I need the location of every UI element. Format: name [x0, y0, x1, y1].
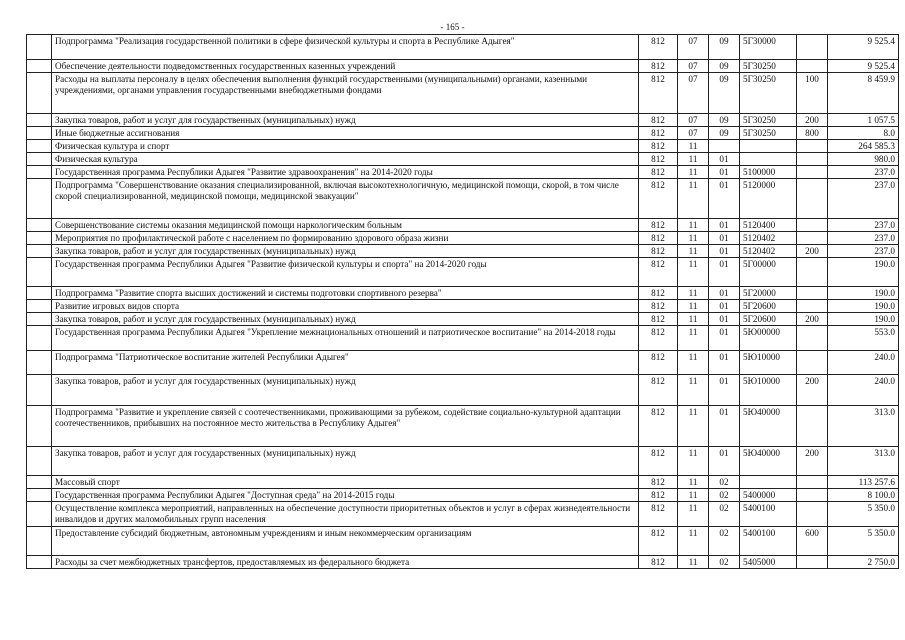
table-row: [27, 245, 899, 258]
row-section-code: 11: [678, 166, 709, 179]
row-name: Подпрограмма "Развитие спорта высших достижений и системы подготовки спортивного резерва": [52, 287, 639, 300]
row-grbs-code: 812: [639, 502, 678, 527]
row-target-article: 5400100: [740, 502, 797, 527]
row-blank-cell: [27, 476, 52, 489]
row-target-article: 5Ю10000: [740, 375, 797, 406]
table-row: [27, 166, 899, 179]
row-name: Подпрограмма "Патриотическое воспитание жителей Республики Адыгея": [52, 351, 639, 375]
row-target-article: 5120402: [740, 232, 797, 245]
row-blank-cell: [27, 502, 52, 527]
row-name: Мероприятия по профилактической работе с населением по формированию здорового образа жизни: [52, 232, 639, 245]
row-blank-cell: [27, 60, 52, 73]
row-grbs-code: 812: [639, 127, 678, 140]
row-name: Физическая культура: [52, 153, 639, 166]
row-expense-type: [797, 179, 828, 219]
budget-table: [26, 34, 899, 569]
row-amount: 190.0: [828, 300, 899, 313]
row-target-article: 5400000: [740, 489, 797, 502]
row-target-article: [740, 476, 797, 489]
row-name: Подпрограмма "Реализация государственной политики в сфере физической культуры и спорта в Республике Адыгея": [52, 35, 639, 60]
row-expense-type: [797, 287, 828, 300]
table-row: [27, 300, 899, 313]
table-row: [27, 60, 899, 73]
row-name: Расходы на выплаты персоналу в целях обеспечения выполнения функций государственными (муниципальными) органами, казенными учреждениями, органами управления государственными внебюджетными фондами: [52, 73, 639, 114]
row-name: Закупка товаров, работ и услуг для государственных (муниципальных) нужд: [52, 447, 639, 476]
row-target-article: 5400100: [740, 527, 797, 556]
row-expense-type: [797, 406, 828, 447]
row-target-article: 5Ю00000: [740, 326, 797, 351]
row-section-code: 11: [678, 258, 709, 287]
row-amount: 8 459.9: [828, 73, 899, 114]
row-grbs-code: 812: [639, 375, 678, 406]
row-section-code: 11: [678, 300, 709, 313]
row-target-article: 5Г30000: [740, 35, 797, 60]
row-blank-cell: [27, 326, 52, 351]
table-row: [27, 502, 899, 527]
row-section-code: 11: [678, 179, 709, 219]
row-target-article: 5Ю40000: [740, 447, 797, 476]
row-grbs-code: 812: [639, 476, 678, 489]
table-row: [27, 375, 899, 406]
row-expense-type: 100: [797, 73, 828, 114]
row-amount: 240.0: [828, 351, 899, 375]
row-expense-type: 200: [797, 114, 828, 127]
table-row: [27, 127, 899, 140]
row-blank-cell: [27, 245, 52, 258]
row-expense-type: [797, 166, 828, 179]
row-subsection-code: 01: [709, 287, 740, 300]
row-expense-type: 200: [797, 447, 828, 476]
row-expense-type: [797, 60, 828, 73]
row-grbs-code: 812: [639, 232, 678, 245]
row-section-code: 11: [678, 527, 709, 556]
row-amount: 1 057.5: [828, 114, 899, 127]
row-amount: 5 350.0: [828, 527, 899, 556]
row-grbs-code: 812: [639, 300, 678, 313]
table-row: [27, 232, 899, 245]
row-subsection-code: 02: [709, 502, 740, 527]
row-grbs-code: 812: [639, 245, 678, 258]
row-subsection-code: 01: [709, 153, 740, 166]
row-expense-type: [797, 502, 828, 527]
row-target-article: 5100000: [740, 166, 797, 179]
row-amount: 190.0: [828, 258, 899, 287]
row-expense-type: [797, 258, 828, 287]
row-grbs-code: 812: [639, 114, 678, 127]
row-grbs-code: 812: [639, 326, 678, 351]
row-blank-cell: [27, 219, 52, 232]
row-subsection-code: 02: [709, 476, 740, 489]
row-grbs-code: 812: [639, 447, 678, 476]
row-name: Государственная программа Республики Адыгея "Развитие здравоохранения" на 2014-2020 годы: [52, 166, 639, 179]
row-blank-cell: [27, 35, 52, 60]
row-amount: 553.0: [828, 326, 899, 351]
row-expense-type: [797, 556, 828, 569]
row-blank-cell: [27, 232, 52, 245]
row-section-code: 11: [678, 406, 709, 447]
row-expense-type: [797, 351, 828, 375]
row-grbs-code: 812: [639, 351, 678, 375]
row-section-code: 11: [678, 476, 709, 489]
row-target-article: 5405000: [740, 556, 797, 569]
row-subsection-code: 01: [709, 447, 740, 476]
row-name: Закупка товаров, работ и услуг для государственных (муниципальных) нужд: [52, 245, 639, 258]
row-target-article: 5Ю10000: [740, 351, 797, 375]
row-grbs-code: 812: [639, 313, 678, 326]
row-expense-type: [797, 300, 828, 313]
row-expense-type: [797, 35, 828, 60]
row-blank-cell: [27, 489, 52, 502]
row-grbs-code: 812: [639, 489, 678, 502]
row-subsection-code: [709, 140, 740, 153]
row-amount: 237.0: [828, 245, 899, 258]
row-subsection-code: 01: [709, 351, 740, 375]
row-target-article: 5Г30250: [740, 73, 797, 114]
row-section-code: 11: [678, 153, 709, 166]
row-section-code: 07: [678, 114, 709, 127]
table-row: [27, 476, 899, 489]
row-amount: 237.0: [828, 179, 899, 219]
row-subsection-code: 01: [709, 219, 740, 232]
row-blank-cell: [27, 179, 52, 219]
table-row: [27, 527, 899, 556]
row-grbs-code: 812: [639, 140, 678, 153]
row-grbs-code: 812: [639, 35, 678, 60]
row-amount: 5 350.0: [828, 502, 899, 527]
table-row: [27, 556, 899, 569]
row-grbs-code: 812: [639, 287, 678, 300]
row-blank-cell: [27, 447, 52, 476]
row-target-article: 5120000: [740, 179, 797, 219]
table-row: [27, 219, 899, 232]
row-subsection-code: 01: [709, 179, 740, 219]
row-grbs-code: 812: [639, 153, 678, 166]
row-expense-type: 200: [797, 245, 828, 258]
table-row: [27, 406, 899, 447]
row-expense-type: 200: [797, 375, 828, 406]
row-blank-cell: [27, 127, 52, 140]
row-section-code: 11: [678, 326, 709, 351]
row-section-code: 11: [678, 219, 709, 232]
row-name: Подпрограмма "Развитие и укрепление связей с соотечественниками, проживающими за рубежом, содействие социально-культурной адаптации соотечественников, прибывших на постоянное место жительства в Республику Адыгея": [52, 406, 639, 447]
row-name: Обеспечение деятельности подведомственных государственных казенных учреждений: [52, 60, 639, 73]
row-blank-cell: [27, 140, 52, 153]
row-subsection-code: 01: [709, 313, 740, 326]
row-target-article: 5120402: [740, 245, 797, 258]
row-section-code: 11: [678, 375, 709, 406]
row-subsection-code: 01: [709, 232, 740, 245]
table-row: [27, 489, 899, 502]
row-subsection-code: 02: [709, 489, 740, 502]
row-subsection-code: 02: [709, 527, 740, 556]
row-section-code: 11: [678, 447, 709, 476]
row-amount: 313.0: [828, 406, 899, 447]
row-amount: 8 100.0: [828, 489, 899, 502]
row-amount: 237.0: [828, 232, 899, 245]
row-amount: 240.0: [828, 375, 899, 406]
table-row: [27, 313, 899, 326]
row-grbs-code: 812: [639, 60, 678, 73]
row-subsection-code: 01: [709, 406, 740, 447]
table-row: [27, 140, 899, 153]
table-row: [27, 326, 899, 351]
row-grbs-code: 812: [639, 258, 678, 287]
row-section-code: 07: [678, 60, 709, 73]
row-blank-cell: [27, 166, 52, 179]
row-section-code: 11: [678, 489, 709, 502]
row-subsection-code: 01: [709, 166, 740, 179]
table-row: [27, 258, 899, 287]
row-name: Совершенствование системы оказания медицинской помощи наркологическим больным: [52, 219, 639, 232]
row-subsection-code: 01: [709, 245, 740, 258]
row-name: Государственная программа Республики Адыгея "Развитие физической культуры и спорта" на 2014-2020 годы: [52, 258, 639, 287]
row-name: Государственная программа Республики Адыгея "Укрепление межнациональных отношений и патриотическое воспитание" на 2014-2018 годы: [52, 326, 639, 351]
row-grbs-code: 812: [639, 166, 678, 179]
row-target-article: 5Г00000: [740, 258, 797, 287]
row-name: Закупка товаров, работ и услуг для государственных (муниципальных) нужд: [52, 114, 639, 127]
row-target-article: 5Г30250: [740, 60, 797, 73]
row-blank-cell: [27, 406, 52, 447]
table-row: [27, 447, 899, 476]
table-row: [27, 179, 899, 219]
row-section-code: 11: [678, 140, 709, 153]
row-expense-type: [797, 219, 828, 232]
row-amount: 237.0: [828, 166, 899, 179]
row-name: Иные бюджетные ассигнования: [52, 127, 639, 140]
row-name: Осуществление комплекса мероприятий, направленных на обеспечение доступности приоритетных объектов и услуг в сферах жизнедеятельности инвалидов и других маломобильных групп населения: [52, 502, 639, 527]
table-row: [27, 351, 899, 375]
row-subsection-code: 02: [709, 556, 740, 569]
row-section-code: 07: [678, 127, 709, 140]
row-amount: 9 525.4: [828, 60, 899, 73]
row-grbs-code: 812: [639, 179, 678, 219]
row-subsection-code: 01: [709, 300, 740, 313]
row-section-code: 11: [678, 313, 709, 326]
row-name: Расходы за счет межбюджетных трансфертов, предоставляемых из федерального бюджета: [52, 556, 639, 569]
row-subsection-code: 01: [709, 326, 740, 351]
row-amount: 190.0: [828, 287, 899, 300]
row-amount: 113 257.6: [828, 476, 899, 489]
row-section-code: 11: [678, 245, 709, 258]
row-name: Государственная программа Республики Адыгея "Доступная среда" на 2014-2015 годы: [52, 489, 639, 502]
table-row: [27, 35, 899, 60]
row-blank-cell: [27, 556, 52, 569]
row-subsection-code: 09: [709, 73, 740, 114]
row-amount: 190.0: [828, 313, 899, 326]
row-subsection-code: 09: [709, 114, 740, 127]
row-blank-cell: [27, 527, 52, 556]
row-section-code: 11: [678, 502, 709, 527]
row-target-article: 5Г30250: [740, 114, 797, 127]
row-expense-type: 800: [797, 127, 828, 140]
row-target-article: 5Г30250: [740, 127, 797, 140]
row-grbs-code: 812: [639, 73, 678, 114]
row-name: Развитие игровых видов спорта: [52, 300, 639, 313]
row-name: Предоставление субсидий бюджетным, автономным учреждениям и иным некоммерческим организациям: [52, 527, 639, 556]
row-expense-type: [797, 153, 828, 166]
row-amount: 980.0: [828, 153, 899, 166]
row-name: Массовый спорт: [52, 476, 639, 489]
row-blank-cell: [27, 287, 52, 300]
row-target-article: 5Ю40000: [740, 406, 797, 447]
page-number: - 165 -: [440, 22, 465, 32]
row-blank-cell: [27, 313, 52, 326]
row-blank-cell: [27, 153, 52, 166]
row-name: Закупка товаров, работ и услуг для государственных (муниципальных) нужд: [52, 375, 639, 406]
row-section-code: 11: [678, 232, 709, 245]
row-target-article: 5Г20600: [740, 300, 797, 313]
row-blank-cell: [27, 73, 52, 114]
row-amount: 313.0: [828, 447, 899, 476]
row-grbs-code: 812: [639, 219, 678, 232]
row-section-code: 11: [678, 556, 709, 569]
row-target-article: 5120400: [740, 219, 797, 232]
row-grbs-code: 812: [639, 527, 678, 556]
row-subsection-code: 09: [709, 35, 740, 60]
row-amount: 264 585.3: [828, 140, 899, 153]
row-target-article: [740, 140, 797, 153]
row-expense-type: [797, 489, 828, 502]
row-subsection-code: 01: [709, 258, 740, 287]
budget-table-body: [27, 35, 899, 569]
row-grbs-code: 812: [639, 556, 678, 569]
row-section-code: 07: [678, 35, 709, 60]
row-amount: 237.0: [828, 219, 899, 232]
row-expense-type: [797, 476, 828, 489]
row-blank-cell: [27, 258, 52, 287]
row-amount: 2 750.0: [828, 556, 899, 569]
row-expense-type: [797, 232, 828, 245]
row-expense-type: [797, 140, 828, 153]
row-expense-type: 600: [797, 527, 828, 556]
row-blank-cell: [27, 375, 52, 406]
row-name: Подпрограмма "Совершенствование оказания специализированной, включая высокотехнологичную, медицинской помощи, скорой, в том числе скорой специализированной, медицинской помощи, медицинской эвакуации": [52, 179, 639, 219]
row-expense-type: [797, 326, 828, 351]
row-subsection-code: 09: [709, 60, 740, 73]
row-section-code: 07: [678, 73, 709, 114]
row-amount: 9 525.4: [828, 35, 899, 60]
table-row: [27, 153, 899, 166]
row-subsection-code: 01: [709, 375, 740, 406]
row-section-code: 11: [678, 351, 709, 375]
row-name: Физическая культура и спорт: [52, 140, 639, 153]
table-row: [27, 287, 899, 300]
row-target-article: 5Г20000: [740, 287, 797, 300]
row-expense-type: 200: [797, 313, 828, 326]
table-row: [27, 73, 899, 114]
row-subsection-code: 09: [709, 127, 740, 140]
row-blank-cell: [27, 351, 52, 375]
row-blank-cell: [27, 300, 52, 313]
table-row: [27, 114, 899, 127]
row-target-article: 5Г20600: [740, 313, 797, 326]
row-section-code: 11: [678, 287, 709, 300]
row-grbs-code: 812: [639, 406, 678, 447]
row-target-article: [740, 153, 797, 166]
row-amount: 8.0: [828, 127, 899, 140]
row-name: Закупка товаров, работ и услуг для государственных (муниципальных) нужд: [52, 313, 639, 326]
row-blank-cell: [27, 114, 52, 127]
